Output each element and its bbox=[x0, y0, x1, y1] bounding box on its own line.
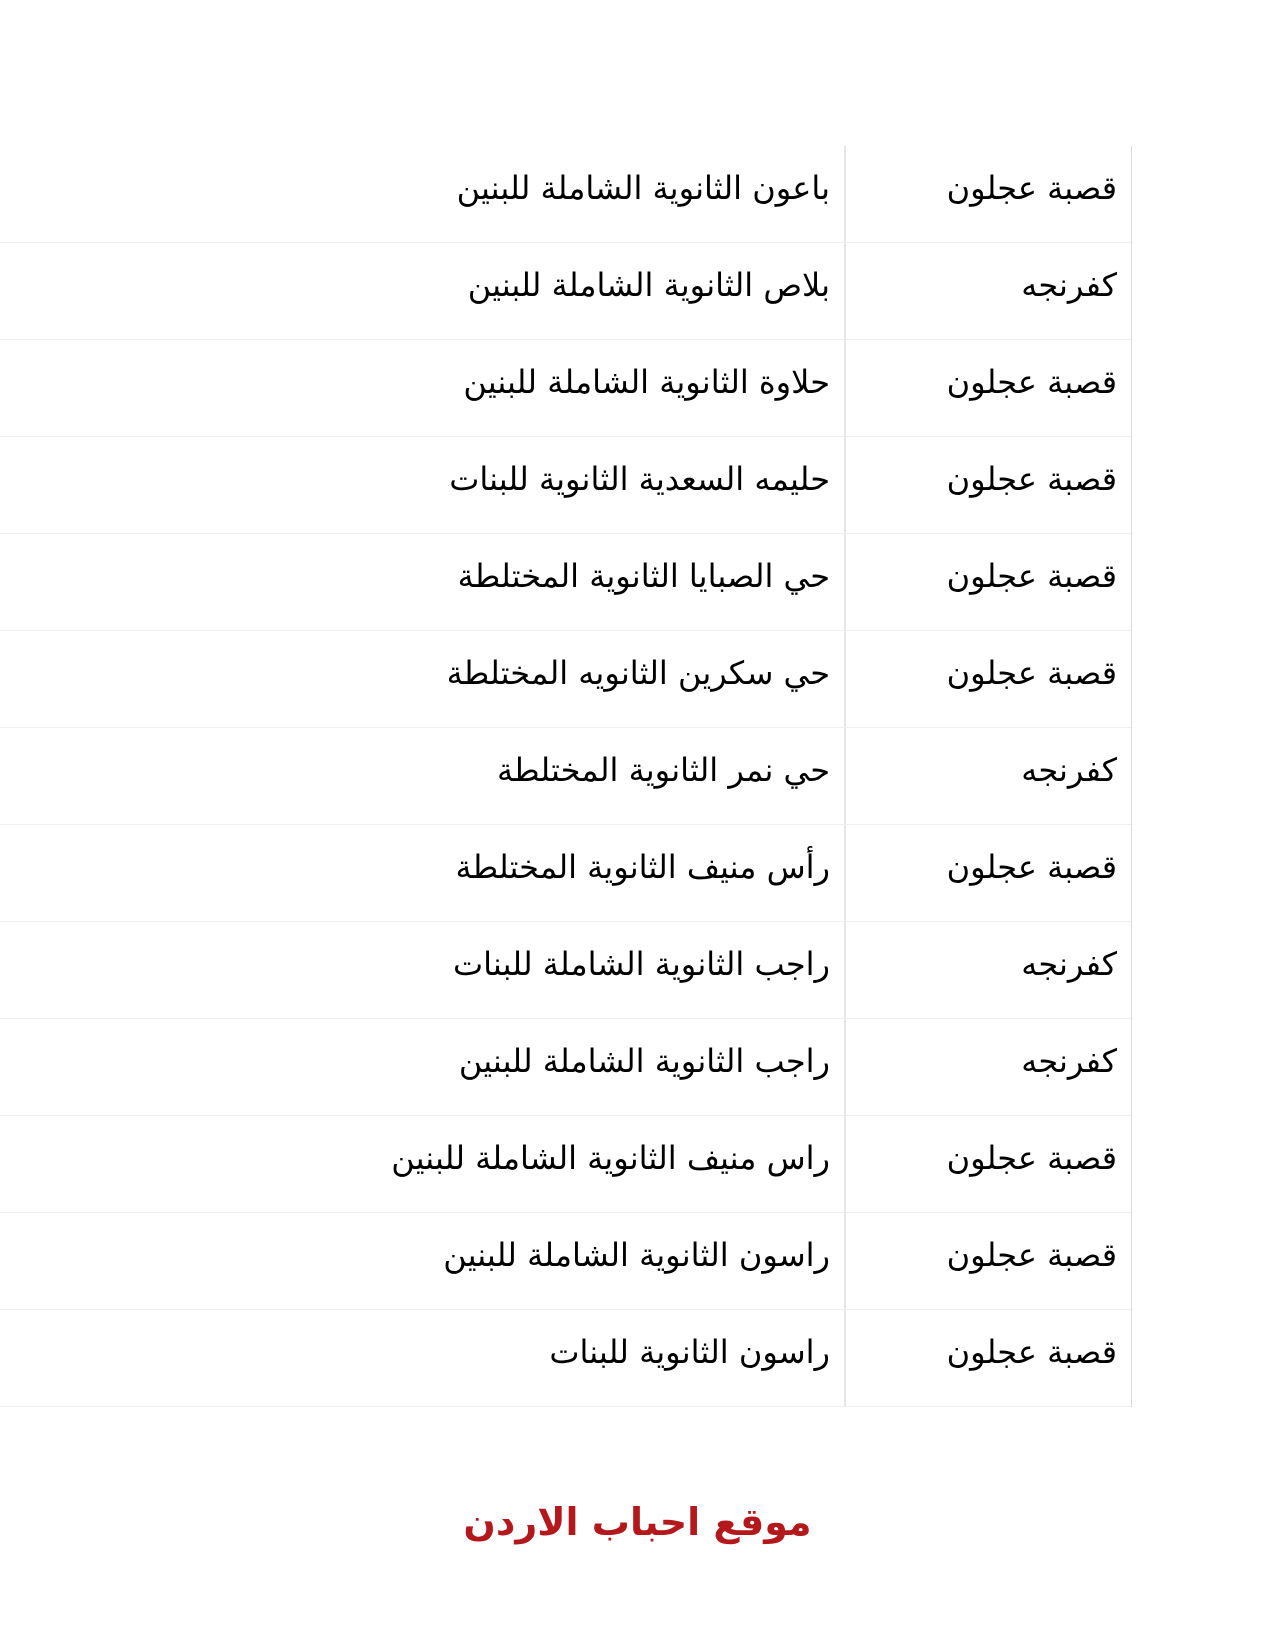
table-row bbox=[0, 631, 1131, 728]
school-cell bbox=[0, 922, 846, 1018]
school-name: راجب الثانوية الشاملة للبنين bbox=[458, 1042, 830, 1080]
district-cell bbox=[846, 1310, 1131, 1406]
district-name: قصبة عجلون bbox=[946, 557, 1117, 595]
table-row bbox=[0, 728, 1131, 825]
district-name: قصبة عجلون bbox=[946, 363, 1117, 401]
district-cell bbox=[846, 728, 1131, 824]
district-cell bbox=[846, 1116, 1131, 1212]
district-name: كفرنجه bbox=[1021, 266, 1117, 304]
table-row bbox=[0, 243, 1131, 340]
school-cell bbox=[0, 728, 846, 824]
district-cell bbox=[846, 243, 1131, 339]
district-name: قصبة عجلون bbox=[946, 1139, 1117, 1177]
school-name: بلاص الثانوية الشاملة للبنين bbox=[467, 266, 830, 304]
table-row bbox=[0, 146, 1131, 243]
district-name: كفرنجه bbox=[1021, 751, 1117, 789]
district-cell bbox=[846, 631, 1131, 727]
district-name: قصبة عجلون bbox=[946, 1333, 1117, 1371]
school-cell bbox=[0, 1019, 846, 1115]
district-cell bbox=[846, 146, 1131, 242]
table-row bbox=[0, 437, 1131, 534]
district-name: قصبة عجلون bbox=[946, 848, 1117, 886]
district-cell bbox=[846, 534, 1131, 630]
district-name: قصبة عجلون bbox=[946, 1236, 1117, 1274]
table-row bbox=[0, 1019, 1131, 1116]
district-cell bbox=[846, 340, 1131, 436]
school-cell bbox=[0, 534, 846, 630]
district-name: قصبة عجلون bbox=[946, 460, 1117, 498]
school-cell bbox=[0, 1116, 846, 1212]
school-cell bbox=[0, 340, 846, 436]
table-row bbox=[0, 922, 1131, 1019]
school-cell bbox=[0, 631, 846, 727]
school-cell bbox=[0, 825, 846, 921]
school-cell bbox=[0, 1310, 846, 1406]
district-name: كفرنجه bbox=[1021, 1042, 1117, 1080]
school-name: راسون الثانوية للبنات bbox=[549, 1333, 830, 1371]
school-name: راجب الثانوية الشاملة للبنات bbox=[453, 945, 830, 983]
school-cell bbox=[0, 243, 846, 339]
school-cell bbox=[0, 146, 846, 242]
district-name: كفرنجه bbox=[1021, 945, 1117, 983]
table-row bbox=[0, 340, 1131, 437]
school-name: راس منيف الثانوية الشاملة للبنين bbox=[391, 1139, 830, 1177]
school-name: باعون الثانوية الشاملة للبنين bbox=[456, 169, 830, 207]
school-name: حي نمر الثانوية المختلطة bbox=[496, 751, 830, 789]
schools-table bbox=[0, 146, 1132, 1407]
district-name: قصبة عجلون bbox=[946, 654, 1117, 692]
district-cell bbox=[846, 437, 1131, 533]
district-cell bbox=[846, 1019, 1131, 1115]
school-cell bbox=[0, 437, 846, 533]
school-name: حي سكرين الثانويه المختلطة bbox=[446, 654, 830, 692]
table-row bbox=[0, 825, 1131, 922]
district-cell bbox=[846, 825, 1131, 921]
school-name: رأس منيف الثانوية المختلطة bbox=[455, 848, 830, 886]
table-row bbox=[0, 1310, 1131, 1407]
school-name: حلاوة الثانوية الشاملة للبنين bbox=[463, 363, 830, 401]
school-name: حليمه السعدية الثانوية للبنات bbox=[449, 460, 830, 498]
table-row bbox=[0, 534, 1131, 631]
table-row bbox=[0, 1116, 1131, 1213]
district-name: قصبة عجلون bbox=[946, 169, 1117, 207]
district-cell bbox=[846, 922, 1131, 1018]
site-footer-credit: موقع احباب الاردن bbox=[463, 1500, 812, 1544]
school-name: راسون الثانوية الشاملة للبنين bbox=[443, 1236, 830, 1274]
table-row bbox=[0, 1213, 1131, 1310]
school-name: حي الصبايا الثانوية المختلطة bbox=[457, 557, 830, 595]
district-cell bbox=[846, 1213, 1131, 1309]
school-cell bbox=[0, 1213, 846, 1309]
